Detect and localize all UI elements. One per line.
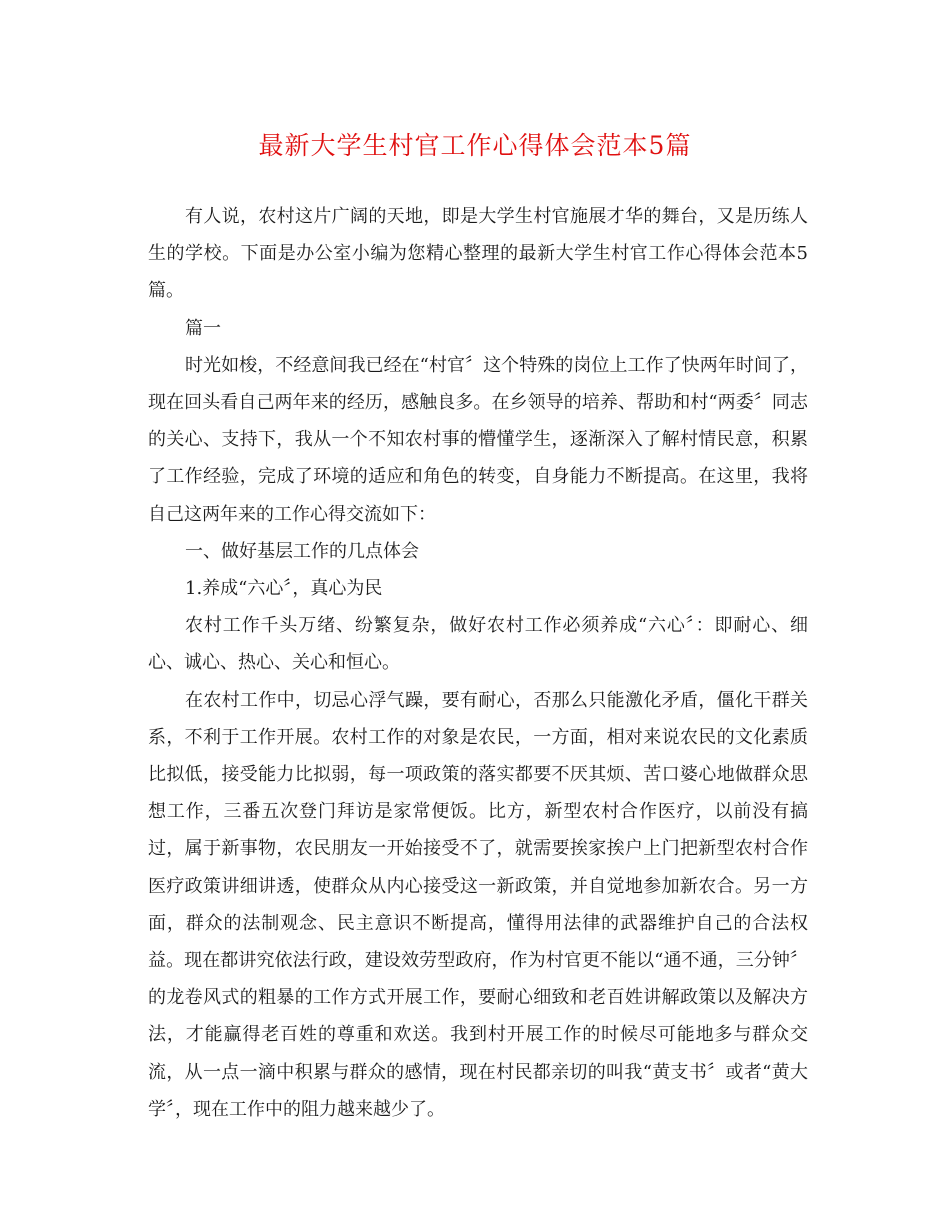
paragraph-patience: 在农村工作中，切忌心浮气躁，要有耐心，否那么只能激化矛盾，僵化干群关系，不利于工作开展。农村工作的对象是农民，一方面，相对来说农民的文化素质比拟低，接受能力比拟弱，每一项政策的落实都要不厌其烦、苦口婆心地做群众思想工作，三番五次登门拜访是家常便饭。比方，新型农村合作医疗，以前没有搞过，属于新事物，农民朋友一开始接受不了，就需要挨家挨户上门把新型农村合作医疗政策讲细讲透，使群众从内心接受这一新政策，并自觉地参加新农合。另一方面，群众的法制观念、民主意识不断提高，懂得用法律的武器维护自己的合法权益。现在都讲究依法行政，建设效劳型政府，作为村官更不能以“通不通，三分钟〞的龙卷风式的粗暴的工作方式开展工作，要耐心细致和老百姓讲解政策以及解决方法，才能赢得老百姓的尊重和欢送。我到村开展工作的时候尽可能地多与群众交流，从一点一滴中积累与群众的感情，现在村民都亲切的叫我“黄支书〞或者“黄大学〞，现在工作中的阻力越来越少了。 — [148, 689, 808, 1120]
section-heading: 篇一 — [185, 317, 221, 339]
page-title: 最新大学生村官工作心得体会范本5篇 — [258, 131, 692, 160]
document-body — [148, 198, 808, 1128]
paragraph-intro: 有人说，农村这片广阔的天地，即是大学生村官施展才华的舞台，又是历练人生的学校。下面是办公室小编为您精心整理的最新大学生村官工作心得体会范本5篇。 — [148, 206, 808, 302]
paragraph-opening: 时光如梭，不经意间我已经在“村官〞这个特殊的岗位上工作了快两年时间了，现在回头看自己两年来的经历，感触良多。在乡领导的培养、帮助和村“两委〞同志的关心、支持下，我从一个不知农村事的懵懂学生，逐渐深入了解村情民意，积累了工作经验，完成了环境的适应和角色的转变，自身能力不断提高。在这里，我将自己这两年来的工作心得交流如下： — [148, 354, 808, 525]
paragraph-six-hearts: 农村工作千头万绪、纷繁复杂，做好农村工作必须养成“六心〞：即耐心、细心、诚心、热心、关心和恒心。 — [148, 615, 808, 674]
subheading: 一、做好基层工作的几点体会 — [185, 540, 419, 562]
numbered-heading: 1.养成“六心〞，真心为民 — [185, 578, 383, 600]
